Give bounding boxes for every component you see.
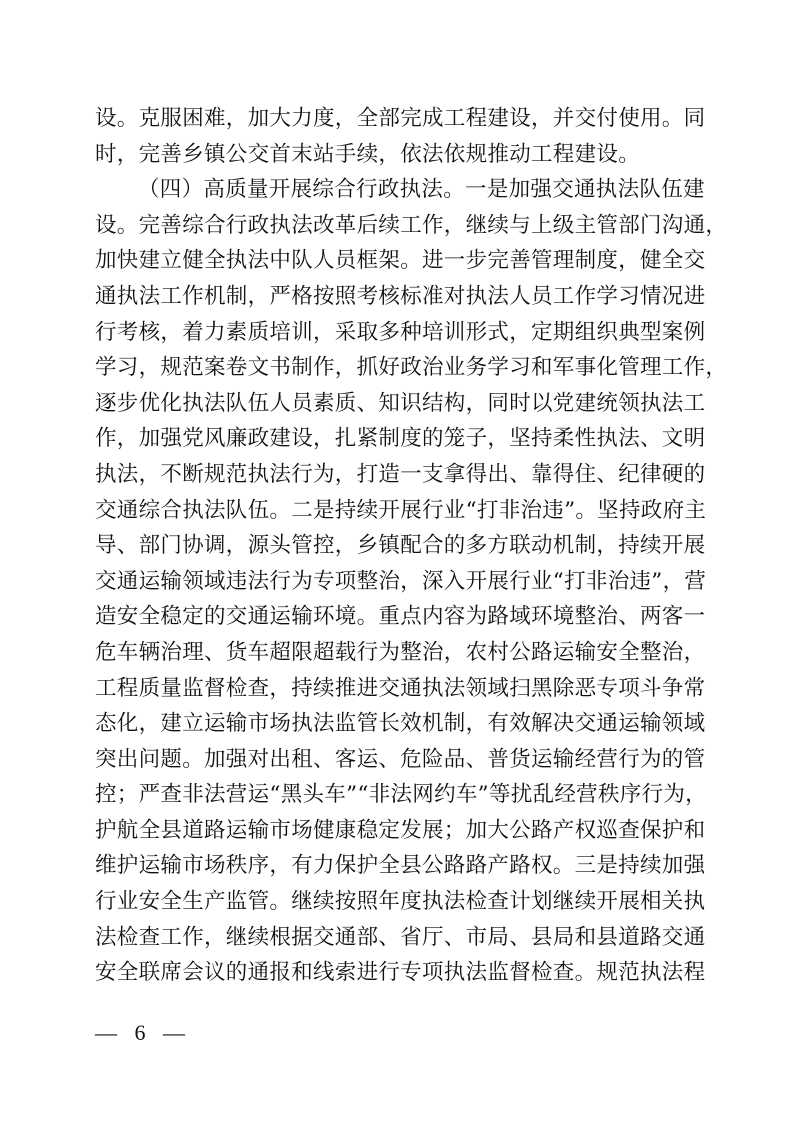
text-line: 控；严查非法营运“黑头车”“非法网约车”等扰乱经营秩序行为，: [95, 782, 707, 808]
text-line: 维护运输市场秩序，有力保护全县公路路产路权。三是持续加强: [95, 853, 706, 879]
text-line: 安全联席会议的通报和线索进行专项执法监督检查。规范执法程: [95, 960, 706, 986]
text-line: 设。克服困难，加大力度，全部完成工程建设，并交付使用。同: [95, 106, 706, 131]
text-line: 执法，不断规范执法行为，打造一支拿得出、靠得住、纪律硬的: [95, 461, 706, 487]
text-line: 突出问题。加强对出租、客运、危险品、普货运输经营行为的管: [95, 746, 706, 772]
text-line: 作，加强党风廉政建设，扎紧制度的笼子，坚持柔性执法、文明: [95, 426, 706, 452]
page-number: — 6 —: [95, 1020, 191, 1045]
text-line: 加快建立健全执法中队人员框架。进一步完善管理制度，健全交: [95, 248, 706, 274]
text-line: 逐步优化执法队伍人员素质、知识结构，同时以党建统领执法工: [95, 390, 706, 416]
text-line: 学习，规范案卷文书制作，抓好政治业务学习和军事化管理工作，: [95, 355, 728, 381]
section-heading-line: （四）高质量开展综合行政执法。一是加强交通执法队伍建: [138, 177, 705, 203]
text-line: 导、部门协调，源头管控，乡镇配合的多方联动机制，持续开展: [95, 533, 706, 559]
text-line: 通执法工作机制，严格按照考核标准对执法人员工作学习情况进: [95, 283, 706, 309]
text-line: 危车辆治理、货车超限超载行为整治，农村公路运输安全整治，: [95, 639, 706, 665]
text-line: 交通运输领域违法行为专项整治，深入开展行业“打非治违”，营: [95, 568, 707, 594]
text-line: 态化，建立运输市场执法监管长效机制，有效解决交通运输领域: [95, 711, 706, 737]
text-line: 护航全县道路运输市场健康稳定发展；加大公路产权巡查保护和: [95, 817, 706, 843]
text-line: 交通综合执法队伍。二是持续开展行业“打非治违”。坚持政府主: [95, 497, 707, 523]
text-line: 行业安全生产监管。继续按照年度执法检查计划继续开展相关执: [95, 889, 706, 915]
text-line: 法检查工作，继续根据交通部、省厅、市局、县局和县道路交通: [95, 924, 706, 950]
text-line: 时，完善乡镇公交首末站手续，依法依规推动工程建设。: [95, 141, 641, 167]
text-line: 设。完善综合行政执法改革后续工作，继续与上级主管部门沟通，: [95, 212, 728, 238]
body-text: [95, 101, 728, 991]
text-line: 工程质量监督检查，持续推进交通执法领域扫黑除恶专项斗争常: [95, 675, 706, 701]
text-line: 造安全稳定的交通运输环境。重点内容为路域环境整治、两客一: [95, 604, 706, 630]
text-line: 行考核，着力素质培训，采取多种培训形式，定期组织典型案例: [95, 319, 706, 345]
